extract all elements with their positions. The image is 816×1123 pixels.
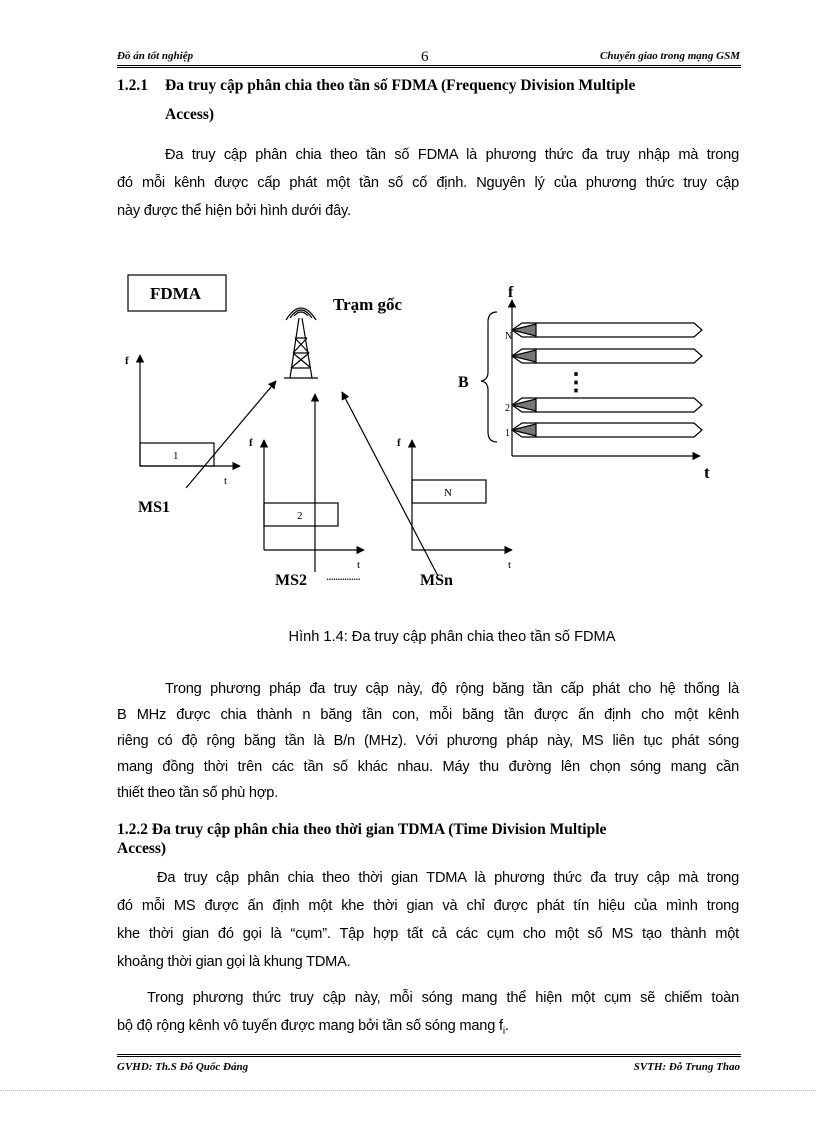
ms1-f-label: f: [125, 355, 129, 367]
spectrum-f-label: f: [508, 284, 514, 301]
section-number: 1.2.1: [117, 77, 148, 94]
paragraph-tdma-carrier: [117, 984, 739, 1040]
msn-label: MSn: [420, 572, 453, 589]
carrier-frequency-symbol: f: [499, 1018, 503, 1034]
spectrum-channel-1: [512, 423, 702, 437]
msn-channel-label: N: [444, 487, 452, 499]
page-bottom-divider: [0, 1090, 816, 1091]
text-line: khe thời gian đó gọi là “cụm”. Tập hợp tất cả các cụm cho một số MS tạo thành một: [117, 926, 739, 942]
text-line: đó mỗi MS được ấn định một khe thời gian và chỉ được phát tín hiệu của mình trong: [117, 898, 739, 914]
msn-f-label: f: [397, 437, 401, 449]
sentence-end: .: [504, 1018, 509, 1034]
ms-ellipsis: ...............: [326, 568, 360, 583]
ms1-label: MS1: [138, 499, 170, 516]
spectrum-channel-n-1: [512, 349, 702, 363]
text-line: riêng có độ rộng băng tần là B/n (MHz). Với phương pháp này, MS liên tục phát sóng: [117, 733, 739, 749]
text-line: thiết theo tần số phù hợp.: [117, 785, 278, 801]
spectrum-channel-2: [512, 398, 702, 412]
header-rule-2: [117, 67, 741, 68]
header-rule: [117, 65, 741, 66]
text-line: này được thể hiện bởi hình dưới đây.: [117, 203, 351, 219]
header-right: Chuyển giao trong mạng GSM: [600, 50, 740, 62]
section-title: Đa truy cập phân chia theo tần số FDMA (Frequency Division Multiple: [165, 77, 636, 94]
section-title-122-cont: Access): [117, 840, 167, 857]
ms1-t-label: t: [224, 475, 228, 487]
base-station-label: Trạm gốc: [333, 295, 403, 314]
spectrum-vertical-dots: ⋮: [564, 370, 588, 396]
text-line: đó mỗi kênh được cấp phát một tần số cố định. Nguyên lý của phương thức truy cập: [117, 175, 739, 191]
paragraph-fdma-detail: [117, 676, 739, 806]
fdma-box-label: FDMA: [150, 284, 201, 303]
paragraph-fdma-intro: [117, 141, 739, 225]
header-left: Đồ án tốt nghiệp: [117, 50, 194, 62]
text-line: mang đồng thời trên các tần số khác nhau. Máy thu đường lên chọn sóng mang cần: [117, 759, 739, 775]
ms2-channel-label: 2: [297, 510, 303, 522]
ms2-label: MS2: [275, 572, 307, 589]
spectrum-t-label: t: [704, 463, 710, 482]
msn-t-label: t: [508, 559, 512, 571]
section-title-cont: Access): [165, 106, 215, 123]
carrier-frequency-subscript: i: [502, 1025, 505, 1037]
text-line: Đa truy cập phân chia theo tần số FDMA là phương thức đa truy nhập mà trong: [165, 147, 739, 163]
fdma-figure: [0, 260, 816, 600]
footer-rule: [117, 1054, 741, 1055]
text-line: Đa truy cập phân chia theo thời gian TDMA là phương thức đa truy cập mà trong: [157, 870, 739, 886]
footer-left: GVHD: Th.S Đỗ Quốc Đáng: [117, 1061, 249, 1073]
section-title-122: 1.2.2 Đa truy cập phân chia theo thời gian TDMA (Time Division Multiple: [117, 821, 607, 838]
spectrum-channel-n: [512, 323, 702, 337]
band-brace: [481, 312, 497, 442]
text-line: B MHz được chia thành n băng tần con, mỗi băng tần được ấn định cho một kênh: [117, 707, 739, 723]
text-line: [117, 1012, 739, 1040]
spectrum-label-2: 2: [505, 403, 510, 414]
ms2-t-label: t: [357, 559, 361, 571]
ms1-channel-label: 1: [173, 450, 179, 462]
text-line: Trong phương thức truy cập này, mỗi sóng mang thể hiện một cụm sẽ chiếm toàn: [147, 990, 739, 1006]
ms1-arrow: [186, 381, 276, 488]
footer-rule-2: [117, 1056, 741, 1057]
text-line: khoảng thời gian gọi là khung TDMA.: [117, 954, 351, 970]
band-label: B: [458, 374, 469, 391]
spectrum-label-n: N: [505, 331, 513, 342]
spectrum-label-1: 1: [505, 428, 510, 439]
ms2-f-label: f: [249, 437, 253, 449]
antenna-icon: [284, 308, 318, 378]
paragraph-tdma-intro: [117, 864, 739, 976]
text-segment: bộ độ rộng kênh vô tuyến được mang bởi tần số sóng mang: [117, 1018, 496, 1034]
figure-caption: Hình 1.4: Đa truy cập phân chia theo tần số FDMA: [288, 629, 616, 645]
footer-right: SVTH: Đỗ Trung Thao: [633, 1061, 740, 1073]
msn-arrow: [342, 392, 438, 576]
text-line: Trong phương pháp đa truy cập này, độ rộng băng tần cấp phát cho hệ thống là: [165, 681, 739, 697]
page-number: 6: [421, 49, 429, 65]
